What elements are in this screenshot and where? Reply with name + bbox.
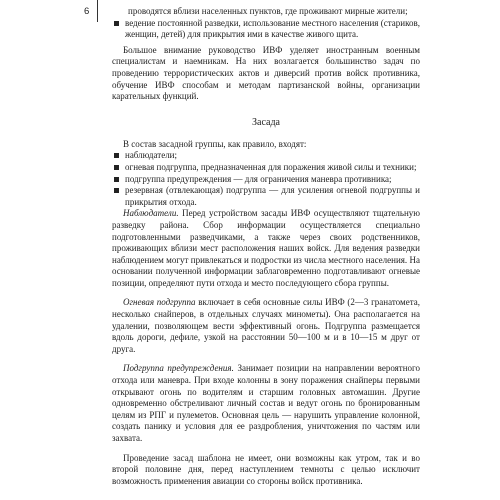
paragraph-text: Перед устройством засады ИВФ осуществляют тщательную разведку района. Сбор информации осуществляется специально подготовленными разведчиками, а также через своих родственников, проживающих вблизи мест расположения наших войск. Для ведения разведки наблюдением могут привлекаться и подростки из числа местного населения. На основании полученной информации заблаговременно подготавливают огневые позиции, определяют пути отхода и место последующего сбора группы. — [112, 208, 420, 288]
section-title: Засада — [252, 116, 280, 128]
square-bullet-icon — [114, 21, 119, 26]
list-item — [112, 18, 420, 41]
paragraph-lead: Огневая подгруппа — [123, 297, 196, 308]
list-item-text: ведение постоянной разведки, использование местного населения (стариков, женщин, детей) для прикрытия ими в качестве живого щита. — [125, 17, 420, 40]
list-item-text: наблюдатели; — [125, 150, 178, 161]
paragraph-composition-intro: В состав засадной группы, как правило, входят: — [123, 138, 307, 149]
paragraph-text: Занимает позиции на направлении вероятного отхода или маневра. При входе колонны в зону поражения снайперы первыми открывают огонь по водителям и старшим головных автомашин. Другие одновременно обстреливают личный состав и ведут огонь по бронированным целям из РПГ и пулеметов. Основная цель — нарушить управление колонной, создать панику и условия для ее раздробления, уничтожения по частям или захвата. — [112, 363, 421, 443]
list-item — [112, 174, 420, 186]
paragraph-text: включает в себя основные силы ИВФ (2—3 гранатомета, несколько снайперов, в отдельных случаях минометы). Она располагается на удалении, позволяющем вести эффективный огонь. Подгруппа размещается вдоль дороги, дефиле, узкой на расстоянии 50—100 м и в 10—15 м друг от друга. — [112, 297, 420, 354]
square-bullet-icon — [114, 153, 119, 158]
list-item-text: подгруппа предупреждения — для ограничения маневра противника; — [125, 173, 392, 184]
paragraph-ambush-timing: Проведение засад шаблона не имеет, они возможны как утром, так и во второй половине дня, перед наступлением темноты с целью исключит возможность применения авиации со стороны войск противника. — [112, 452, 420, 486]
paragraph-fire-subgroup — [112, 297, 420, 355]
page-number: 6 — [84, 6, 90, 17]
text-column — [112, 6, 420, 487]
paragraph-lead: Подгруппа предупреждения. — [123, 363, 234, 374]
paragraph-warning-subgroup — [112, 363, 420, 444]
header-rule — [97, 0, 98, 22]
paragraph-lead: Наблюдатели. — [123, 208, 179, 219]
square-bullet-icon — [114, 165, 119, 170]
list-item-text: резервная (отвлекающая) подгруппа — для усиления огневой подгруппы и прикрытия отхода. — [125, 185, 420, 207]
list-item — [112, 185, 420, 208]
paragraph-observers — [112, 208, 420, 289]
list-item — [112, 162, 420, 174]
list-item — [112, 150, 420, 162]
square-bullet-icon — [114, 188, 119, 193]
list-item-text: огневая подгруппа, предназначенная для поражения живой силы и техники; — [125, 161, 417, 172]
continued-list-item: проводятся вблизи населенных пунктов, где проживают мирные жители; — [128, 6, 408, 16]
paragraph-foreign-specialists: Большое внимание руководство ИВФ уделяет иностранным военным специалистам и наемникам. На них возлагается большинство задач по проведению террористических актов и диверсий против войск противника, обучение ИВФ способам и методам партизанской войны, организации карательных функций. — [112, 44, 420, 102]
square-bullet-icon — [114, 177, 119, 182]
